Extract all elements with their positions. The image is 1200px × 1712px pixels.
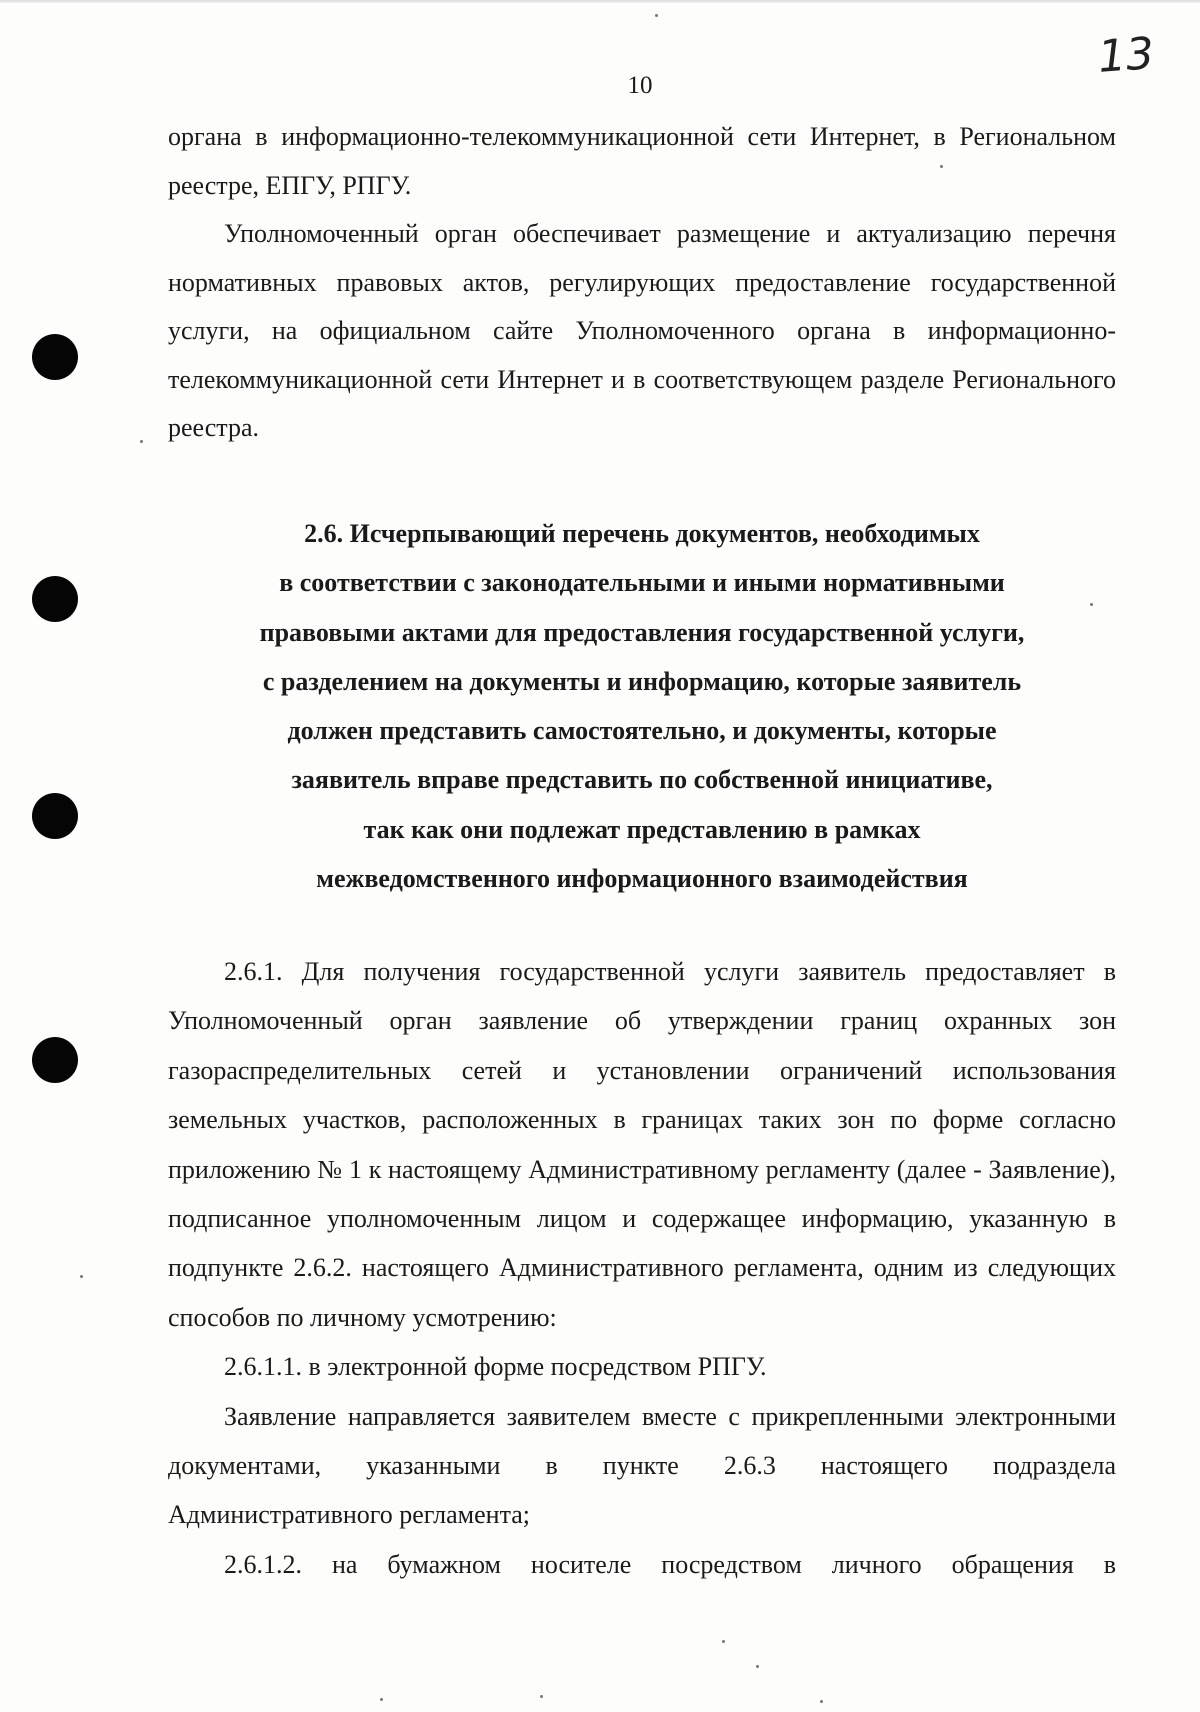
section-heading-2-6	[168, 509, 1116, 903]
heading-line: должен представить самостоятельно, и документы, которые	[287, 716, 997, 746]
handwritten-page-mark: 13	[1096, 28, 1156, 83]
scan-speck	[1090, 603, 1093, 606]
paragraph-2-6-1-1: 2.6.1.1. в электронной форме посредством РПГУ.	[224, 1352, 767, 1382]
page-number: 10	[627, 72, 653, 99]
scan-speck	[140, 440, 143, 443]
punch-hole	[32, 1037, 78, 1083]
scan-speck	[380, 1698, 383, 1701]
punch-hole	[32, 334, 78, 380]
intro-text-block	[168, 113, 1116, 453]
scan-speck	[540, 1695, 543, 1698]
scan-speck	[80, 1275, 83, 1278]
scan-speck	[655, 14, 658, 17]
scan-speck	[820, 1700, 823, 1703]
punch-hole	[32, 793, 78, 839]
heading-line: с разделением на документы и информацию, которые заявитель	[262, 666, 1022, 696]
paragraph-2-6-1-2: 2.6.1.2. на бумажном носителе посредством личного обращения в	[224, 1549, 1116, 1579]
paragraph-application-submission: Заявление направляется заявителем вместе с прикрепленными электронными документами, указанными в пункте 2.6.3 настоящего подраздела Административного регламента;	[168, 1401, 1116, 1530]
paragraph-2-6-1: 2.6.1. Для получения государственной услуги заявитель предоставляет в Уполномоченный орган заявление об утверждении границ охранных зон газораспределительных сетей и установлении ограничений использования земельных участков, расположенных в границах таких зон по форме согласно приложению № 1 к настоящему Административному регламенту (далее - Заявление), подписанное уполномоченным лицом и содержащее информацию, указанную в подпункте 2.6.2. настоящего Административного регламента, одним из следующих способов по личному усмотрению:	[168, 957, 1116, 1332]
scan-speck	[756, 1665, 759, 1668]
heading-line: межведомственного информационного взаимодействия	[316, 864, 968, 894]
section-2-6-body	[168, 947, 1116, 1589]
scan-top-edge	[0, 0, 1200, 3]
heading-line: в соответствии с законодательными и иными нормативными	[279, 568, 1005, 598]
punch-hole	[32, 576, 78, 622]
heading-line: правовыми актами для предоставления государственной услуги,	[259, 617, 1025, 647]
heading-line: 2.6. Исчерпывающий перечень документов, необходимых	[304, 519, 980, 548]
paragraph-continuation: органа в информационно-телекоммуникационной сети Интернет, в Региональном реестре, ЕПГУ, РПГУ.	[168, 122, 1116, 200]
heading-line: так как они подлежат представлению в рамках	[363, 814, 921, 844]
scan-speck	[722, 1640, 725, 1643]
scan-speck	[940, 165, 943, 168]
heading-line: заявитель вправе представить по собственной инициативе,	[291, 765, 993, 795]
paragraph-authority-duties: Уполномоченный орган обеспечивает размещение и актуализацию перечня нормативных правовых актов, регулирующих предоставление государственной услуги, на официальном сайте Уполномоченного органа в информационно-телекоммуникационной сети Интернет и в соответствующем разделе Регионального реестра.	[168, 219, 1116, 442]
